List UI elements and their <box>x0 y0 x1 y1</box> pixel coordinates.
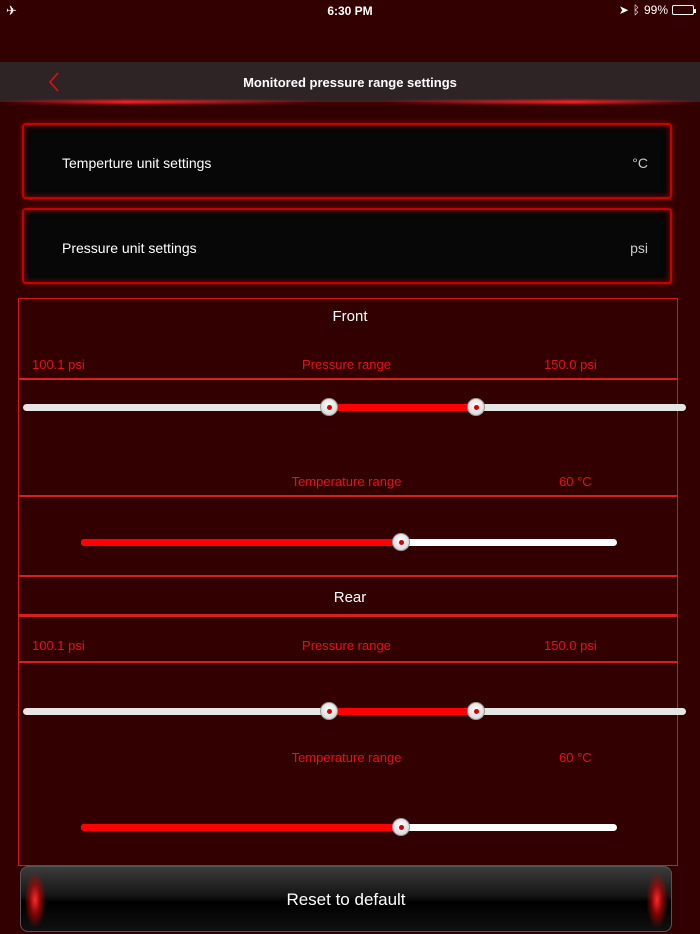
front-pressure-max: 150.0 psi <box>544 357 597 372</box>
range-panel <box>18 298 678 866</box>
divider <box>19 378 677 380</box>
slider-fill <box>329 404 476 411</box>
status-bar <box>0 0 700 20</box>
pressure-unit-label: Pressure unit settings <box>62 240 197 256</box>
status-time: 6:30 PM <box>327 4 373 18</box>
airplane-icon: ✈ <box>6 3 17 18</box>
rear-title: Rear <box>333 589 367 606</box>
bluetooth-icon: ᛒ <box>632 3 640 17</box>
status-right <box>619 3 694 17</box>
slider-thumb-min[interactable] <box>320 398 338 416</box>
slider-fill <box>81 824 401 831</box>
nav-glow <box>0 100 700 104</box>
front-temperature-value: 60 °C <box>559 474 592 489</box>
slider-thumb-max[interactable] <box>467 398 485 416</box>
rear-temperature-label: Temperature range <box>291 750 402 765</box>
front-pressure-min: 100.1 psi <box>32 357 85 372</box>
pressure-unit-value: psi <box>630 240 648 256</box>
front-pressure-label: Pressure range <box>302 357 391 372</box>
rear-temperature-value: 60 °C <box>559 750 592 765</box>
battery-icon <box>672 5 694 15</box>
rear-pressure-min: 100.1 psi <box>32 638 85 653</box>
temperature-unit-setting[interactable] <box>22 123 672 199</box>
front-temperature-label: Temperature range <box>291 474 402 489</box>
divider <box>19 661 677 663</box>
slider-fill <box>81 539 401 546</box>
temperature-unit-value: °C <box>632 155 648 171</box>
front-title: Front <box>332 308 368 325</box>
slider-thumb[interactable] <box>392 533 410 551</box>
divider <box>19 575 677 577</box>
slider-thumb-max[interactable] <box>467 702 485 720</box>
navigation-bar <box>0 62 700 102</box>
rear-pressure-label: Pressure range <box>302 638 391 653</box>
location-icon: ➤ <box>618 3 629 17</box>
slider-thumb-min[interactable] <box>320 702 338 720</box>
divider <box>19 614 677 617</box>
temperature-unit-label: Temperture unit settings <box>62 155 212 171</box>
divider <box>19 495 677 497</box>
pressure-unit-setting[interactable] <box>22 208 672 284</box>
page-title: Monitored pressure range settings <box>243 75 457 90</box>
reset-to-default-button[interactable] <box>20 866 672 932</box>
slider-thumb[interactable] <box>392 818 410 836</box>
battery-percent: 99% <box>643 3 668 17</box>
slider-fill <box>329 708 476 715</box>
reset-button-label: Reset to default <box>286 890 406 909</box>
rear-pressure-max: 150.0 psi <box>544 638 597 653</box>
